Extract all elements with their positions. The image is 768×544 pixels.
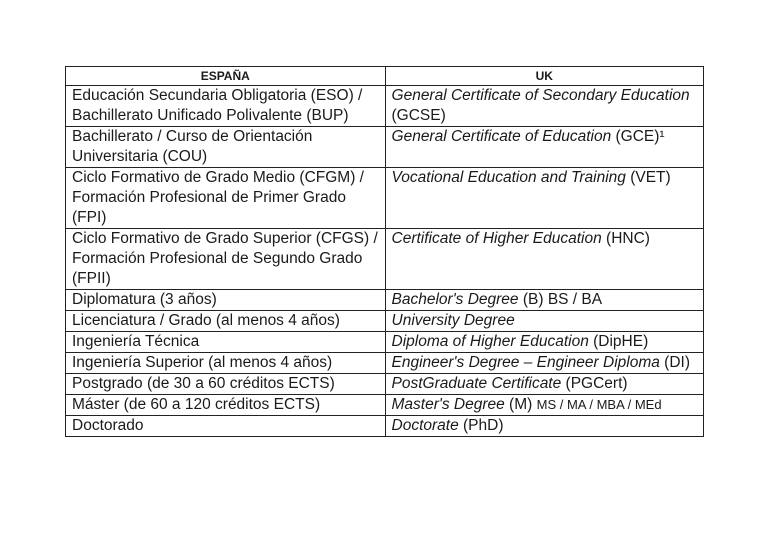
uk-qualification-cell	[385, 395, 703, 416]
table-body	[66, 86, 704, 437]
table-row	[66, 311, 704, 332]
spain-qualification-cell: Educación Secundaria Obligatoria (ESO) / Bachillerato Unificado Polivalente (BUP)	[66, 86, 386, 127]
table-row	[66, 416, 704, 437]
uk-qualification-name: General Certificate of Secondary Education	[391, 87, 690, 104]
header-spain: ESPAÑA	[66, 67, 386, 86]
uk-qualification-abbreviation: (DipHE)	[588, 333, 649, 350]
uk-qualification-abbreviation: (GCSE)	[391, 107, 446, 124]
uk-qualification-name: Engineer's Degree – Engineer Diploma	[391, 354, 660, 371]
uk-qualification-cell	[385, 416, 703, 437]
spain-qualification-cell: Máster (de 60 a 120 créditos ECTS)	[66, 395, 386, 416]
table-row	[66, 86, 704, 127]
uk-qualification-name: Master's Degree	[391, 396, 505, 413]
table-row	[66, 168, 704, 229]
uk-qualification-cell	[385, 332, 703, 353]
uk-qualification-cell	[385, 374, 703, 395]
uk-qualification-cell	[385, 127, 703, 168]
spain-qualification-cell: Ciclo Formativo de Grado Superior (CFGS) / Formación Profesional de Segundo Grado (FPII)	[66, 229, 386, 290]
spain-qualification-cell: Doctorado	[66, 416, 386, 437]
uk-qualification-name: University Degree	[391, 312, 515, 329]
uk-qualification-abbreviation: (B) BS / BA	[518, 291, 603, 308]
uk-qualification-name: Bachelor's Degree	[391, 291, 519, 308]
spain-qualification-cell: Licenciatura / Grado (al menos 4 años)	[66, 311, 386, 332]
equivalence-table	[65, 66, 704, 437]
table-row	[66, 353, 704, 374]
uk-qualification-name: Diploma of Higher Education	[391, 333, 589, 350]
uk-qualification-cell	[385, 86, 703, 127]
uk-qualification-abbreviation: (DI)	[659, 354, 690, 371]
uk-qualification-cell	[385, 353, 703, 374]
uk-qualification-abbreviation: (PGCert)	[561, 375, 628, 392]
uk-qualification-abbreviation: (PhD)	[458, 417, 504, 434]
uk-qualification-cell	[385, 311, 703, 332]
table-row	[66, 229, 704, 290]
spain-qualification-cell: Postgrado (de 30 a 60 créditos ECTS)	[66, 374, 386, 395]
uk-qualification-variants: MS / MA / MBA / MEd	[536, 397, 662, 412]
uk-qualification-name: Certificate of Higher Education	[391, 230, 602, 247]
uk-qualification-cell	[385, 168, 703, 229]
table-row	[66, 395, 704, 416]
table-row	[66, 290, 704, 311]
header-row	[66, 67, 704, 86]
uk-qualification-name: PostGraduate Certificate	[391, 375, 562, 392]
uk-qualification-cell	[385, 229, 703, 290]
uk-qualification-abbreviation: (M)	[504, 396, 537, 413]
uk-qualification-cell	[385, 290, 703, 311]
uk-qualification-name: Doctorate	[391, 417, 459, 434]
uk-qualification-name: General Certificate of Education	[391, 128, 612, 145]
spain-qualification-cell: Diplomatura (3 años)	[66, 290, 386, 311]
table-row	[66, 332, 704, 353]
spain-qualification-cell: Ciclo Formativo de Grado Medio (CFGM) / Formación Profesional de Primer Grado (FPI)	[66, 168, 386, 229]
spain-qualification-cell: Ingeniería Superior (al menos 4 años)	[66, 353, 386, 374]
header-uk: UK	[385, 67, 703, 86]
spain-qualification-cell: Bachillerato / Curso de Orientación Universitaria (COU)	[66, 127, 386, 168]
uk-qualification-abbreviation: (GCE)¹	[611, 128, 665, 145]
uk-qualification-name: Vocational Education and Training	[391, 169, 626, 186]
table-row	[66, 127, 704, 168]
table-row	[66, 374, 704, 395]
uk-qualification-abbreviation: (VET)	[625, 169, 671, 186]
spain-qualification-cell: Ingeniería Técnica	[66, 332, 386, 353]
uk-qualification-abbreviation: (HNC)	[601, 230, 650, 247]
